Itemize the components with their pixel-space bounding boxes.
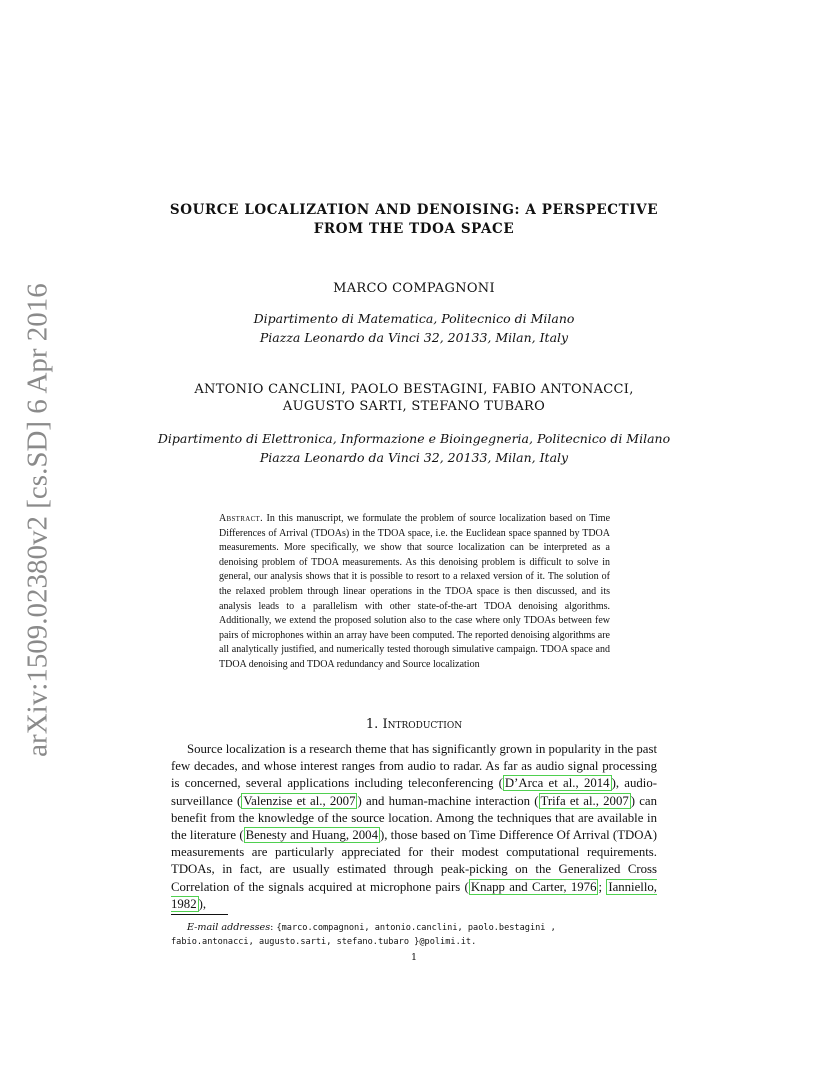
citation-link[interactable]: Valenzise et al., 2007: [243, 793, 356, 808]
page-number: 1: [410, 952, 418, 963]
author-primary: MARCO COMPAGNONI: [333, 281, 495, 296]
affiliation-elettronica: [0, 429, 828, 467]
author-list-line-2: AUGUSTO SARTI, STEFANO TUBARO: [282, 399, 546, 414]
arxiv-identifier: arXiv:1509.02380v2 [cs.SD] 6 Apr 2016: [21, 283, 54, 757]
body-text-span: ;: [598, 879, 607, 894]
paper-title: [0, 201, 828, 239]
footnote-emails-1: {marco.compagnoni, antonio.canclini, paolo.bestagini ,: [276, 923, 556, 933]
affiliation-math-line-2: Piazza Leonardo da Vinci 32, 20133, Milan, Italy: [259, 330, 569, 345]
section-number: 1.: [365, 717, 379, 732]
footnote-emails-2: fabio.antonacci, augusto.sarti, stefano.tubaro }@polimi.it.: [171, 937, 477, 947]
abstract: [219, 512, 610, 673]
body-text-span: ), those based on Time Difference Of Arrival (TDOA) measurements are particularly appreciated for their modest computational requirements. TDOAs, in fact, are usually estimated through peak-picking on the Generalized Cross Correlation of the signals acquired at microphone pairs (: [171, 828, 657, 894]
footnote: [171, 921, 657, 949]
title-line-2: FROM THE TDOA SPACE: [313, 221, 515, 237]
citation-link[interactable]: Ianniello, 1982: [171, 879, 657, 911]
abstract-text: In this manuscript, we formulate the problem of source localization based on Time Differences of Arrival (TDOAs) in the TDOA space, i.e. the Euclidean space spanned by TDOA measurements. More specifically, we show that source localization can be interpreted as a denoising problem of TDOA measurements. As this denoising problem is difficult to solve in general, our analysis shows that it is possible to resort to a relaxed version of it. The solution of the relaxed problem through linear operations in the TDOA space is then discussed, and its analysis leads to a parallelism with other state-of-the-art TDOA denoising algorithms. Additionally, we extend the proposed solution also to the case where only TDOAs between few pairs of microphones within an array have been computed. The reported denoising algorithms are all analytically justified, and numerically tested thorough simulative campaign. TDOA space and TDOA denoising and TDOA redundancy and Source localization: [219, 513, 611, 670]
affiliation-elettronica-line-1: Dipartimento di Elettronica, Informazione e Bioingegneria, Politecnico di Milano: [157, 431, 671, 446]
citation-link[interactable]: Knapp and Carter, 1976: [470, 879, 597, 894]
citation-link[interactable]: Benesty and Huang, 2004: [245, 828, 378, 843]
author-list: [0, 381, 828, 415]
citation-link[interactable]: Trifa et al., 2007: [540, 793, 629, 808]
abstract-label: Abstract.: [219, 513, 263, 524]
author-list-line-1: ANTONIO CANCLINI, PAOLO BESTAGINI, FABIO ANTONACCI,: [194, 382, 634, 397]
introduction-paragraph: [171, 741, 657, 913]
affiliation-elettronica-line-2: Piazza Leonardo da Vinci 32, 20133, Milan, Italy: [259, 450, 569, 465]
body-text-span: ), audio-surveillance (: [171, 776, 657, 808]
body-text-span: ) can benefit from the knowledge of the source location. Among the techniques that are available in the literature (: [171, 793, 657, 843]
title-line-1: SOURCE LOCALIZATION AND DENOISING: A PERSPECTIVE: [169, 202, 659, 218]
affiliation-math: [0, 309, 828, 347]
footnote-rule: [171, 914, 228, 915]
body-text-span: Source localization is a research theme that has significantly grown in popularity in the past few decades, and whose interest ranges from audio to radar. As far as audio signal processing is concerned, several applications including teleconferencing (: [171, 742, 657, 791]
footnote-line-1: E-mail addresses: {marco.compagnoni, antonio.canclini, paolo.bestagini ,: [187, 922, 556, 933]
section-heading: [0, 717, 828, 732]
footnote-label: E-mail addresses: [187, 922, 271, 933]
body-text-span: ),: [198, 896, 207, 911]
citation-link[interactable]: D’Arca et al., 2014: [504, 776, 610, 791]
introduction-text: [171, 741, 657, 913]
section-title: Introduction: [382, 717, 463, 732]
footnote-line-2: [171, 935, 657, 949]
affiliation-math-line-1: Dipartimento di Matematica, Politecnico di Milano: [253, 311, 575, 326]
body-text-span: ) and human-machine interaction (: [357, 793, 539, 808]
